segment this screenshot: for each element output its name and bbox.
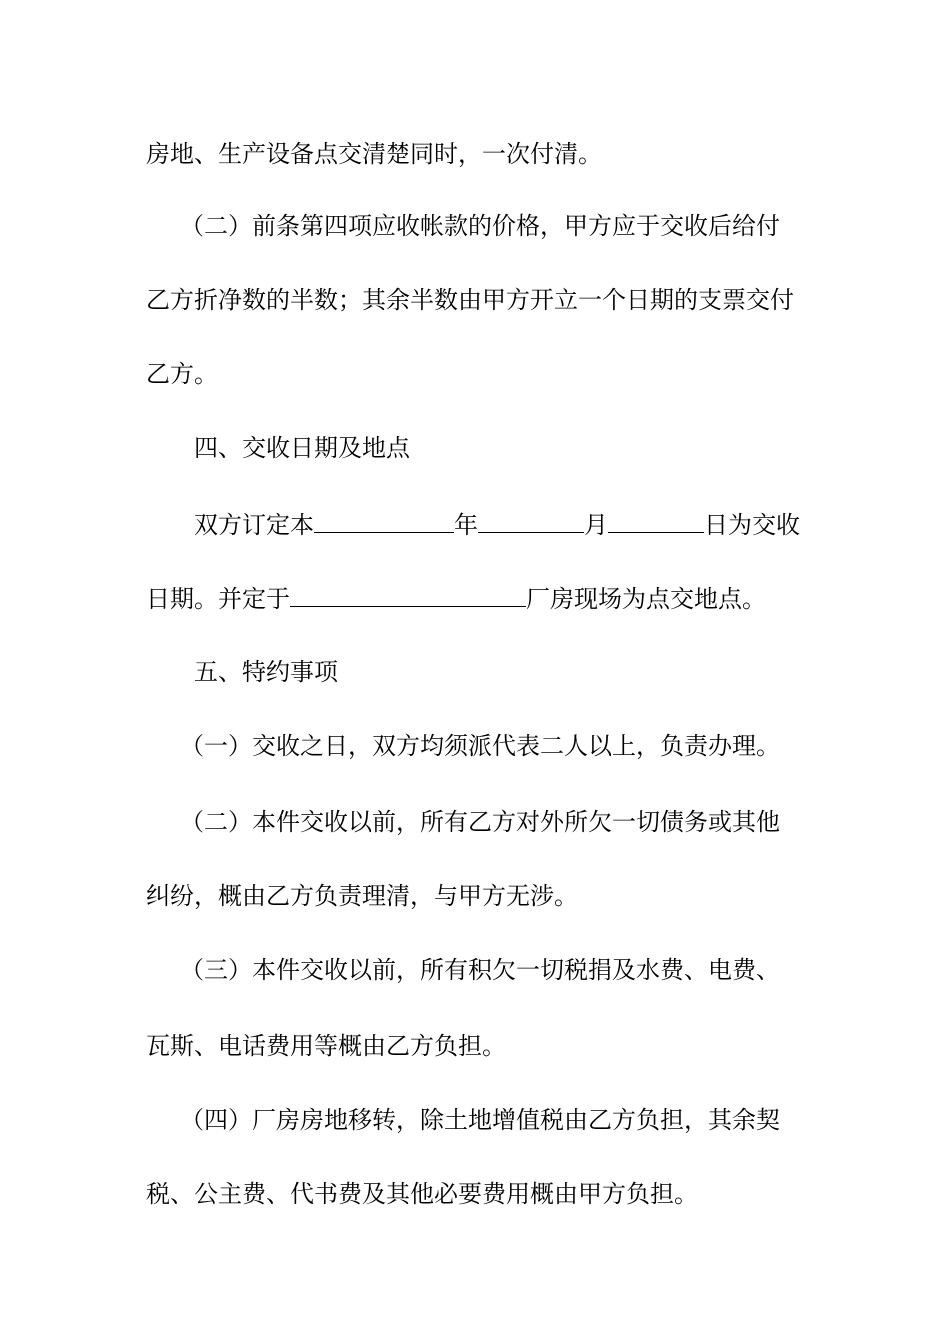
paragraph-line: 乙方折净数的半数；其余半数由甲方开立一个日期的支票交付 [146,286,794,314]
paragraph-line: （二）本件交收以前，所有乙方对外所欠一切债务或其他 [180,808,780,836]
year-blank [314,506,454,533]
paragraph-line: （二）前条第四项应收帐款的价格，甲方应于交收后给付 [180,212,780,240]
text-segment: 月 [584,511,608,539]
text-segment: 日期。并定于 [146,585,290,613]
day-blank [608,506,704,533]
paragraph-line: （三）本件交收以前，所有积欠一切税捐及水费、电费、 [180,956,780,984]
paragraph-line: 纠纷，概由乙方负责理清，与甲方无涉。 [146,882,578,910]
paragraph-line: 乙方。 [146,360,218,388]
date-fill-line [194,506,810,542]
paragraph-line: 瓦斯、电话费用等概由乙方负担。 [146,1032,506,1060]
text-segment: 双方订定本 [194,511,314,539]
paragraph-line: 房地、生产设备点交清楚同时，一次付清。 [146,140,602,168]
text-segment: 日为交收 [704,511,800,539]
month-blank [478,506,584,533]
text-segment: 年 [454,511,478,539]
paragraph-line: （一）交收之日，双方均须派代表二人以上，负责办理。 [180,732,780,760]
section-heading: 五、特约事项 [194,658,338,686]
paragraph-line: 税、公主费、代书费及其他必要费用概由甲方负担。 [146,1180,698,1208]
text-segment: 厂房现场为点交地点。 [526,585,766,613]
paragraph-line: （四）厂房房地移转，除土地增值税由乙方负担，其余契 [180,1106,780,1134]
location-fill-line [146,580,810,616]
section-heading: 四、交收日期及地点 [194,434,410,462]
location-blank [290,580,526,607]
